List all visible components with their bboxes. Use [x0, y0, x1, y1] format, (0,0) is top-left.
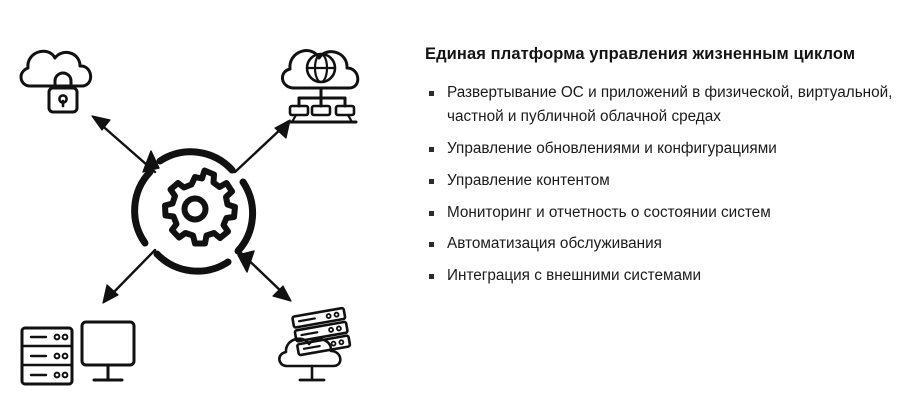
cloud-lock-icon	[21, 51, 91, 112]
server-desktop-icon	[22, 322, 134, 384]
list-item-label: Интеграция с внешними системами	[447, 267, 702, 285]
list-item-label: Мониторинг и отчетность о состоянии систем	[447, 203, 771, 221]
list-item	[425, 201, 913, 226]
diagram-canvas	[0, 0, 410, 411]
arrow-top-right	[235, 120, 290, 172]
bullet-marker-icon	[429, 147, 434, 152]
server-rack-cloud-icon	[279, 308, 350, 380]
list-item-label: Управление обновлениями и конфигурациями	[447, 140, 777, 158]
bullet-marker-icon	[429, 91, 434, 96]
feature-list	[425, 81, 913, 289]
list-item	[425, 81, 913, 131]
list-item-label: Развертывание ОС и приложений в физической, виртуальной, частной и публичной облачной средах	[447, 83, 893, 126]
lifecycle-diagram	[0, 0, 410, 411]
page-title: Единая платформа управления жизненным циклом	[425, 45, 856, 63]
content-column	[425, 44, 913, 296]
arrow-top-left	[92, 116, 155, 172]
list-item-label: Автоматизация обслуживания	[447, 235, 662, 253]
list-item	[425, 264, 913, 289]
cloud-globe-server-icon	[282, 51, 357, 122]
bullet-marker-icon	[429, 211, 434, 216]
bullet-marker-icon	[429, 242, 434, 247]
bullet-marker-icon	[429, 274, 434, 279]
arrow-bottom-left	[103, 250, 155, 303]
list-item	[425, 169, 913, 194]
list-item-label: Управление контентом	[447, 171, 610, 189]
arrow-bottom-right	[238, 250, 291, 301]
list-item	[425, 232, 913, 257]
bullet-marker-icon	[429, 179, 434, 184]
list-item	[425, 137, 913, 162]
